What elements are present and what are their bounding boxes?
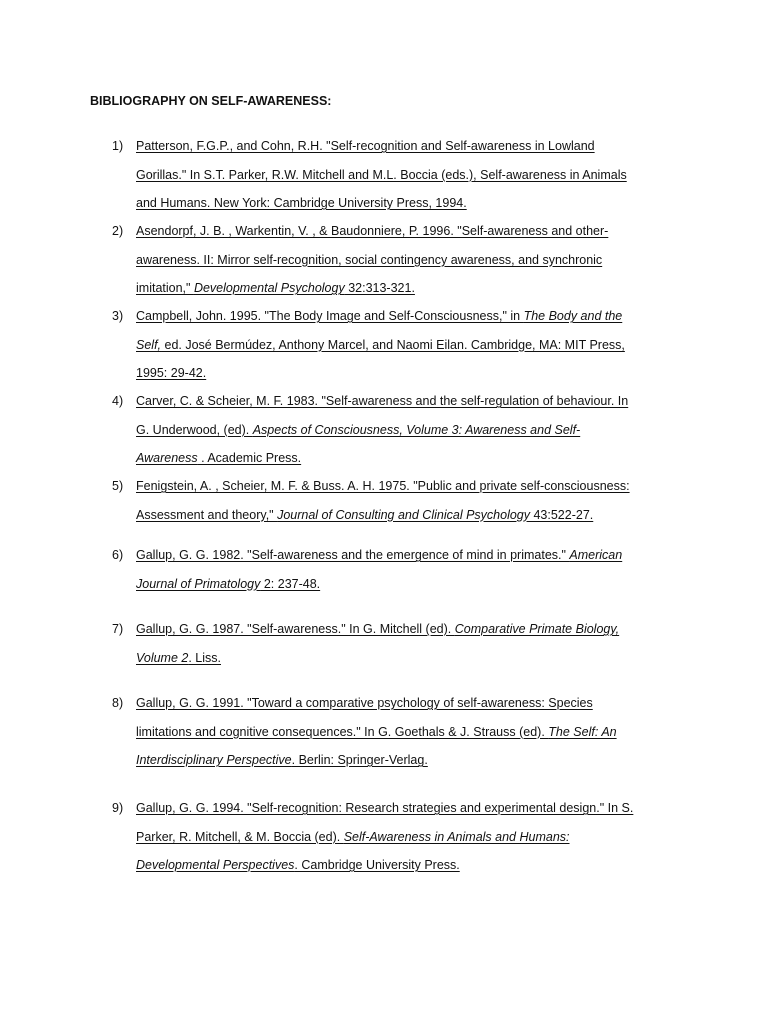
citation-line <box>136 794 680 823</box>
citation-text: Campbell, John. 1995. "The Body Image and Self-Consciousness," in <box>136 309 524 323</box>
citation-title-text: Interdisciplinary Perspective <box>136 753 292 767</box>
citation-line <box>136 387 680 416</box>
entry-number: 1) <box>112 139 124 153</box>
citation-line <box>136 718 680 747</box>
citation-title-text: Self, <box>136 337 162 352</box>
citation-text: G. Underwood, (ed). <box>136 422 253 437</box>
citation-line <box>136 689 680 718</box>
citation-text: 43:522-27. <box>530 507 594 522</box>
citation-title-text: American <box>569 548 623 562</box>
citation-line <box>136 302 680 331</box>
citation-line <box>136 132 680 161</box>
entry-citation <box>136 302 680 388</box>
citation-line <box>136 274 680 303</box>
citation-text: Gallup, G. G. 1994. "Self-recognition: Research strategies and experimental design." In S. <box>136 801 634 815</box>
citation-text: 1995: 29-42. <box>136 366 207 380</box>
citation-title-text: Comparative Primate Biology, <box>454 622 620 636</box>
citation-title-text: The Body and the <box>523 309 623 323</box>
entry-number: 3) <box>112 309 124 323</box>
citation-title-text: Developmental Psychology <box>193 281 345 295</box>
citation-line <box>136 444 680 473</box>
citation-line <box>136 359 680 388</box>
entry-number: 4) <box>112 394 124 408</box>
citation-text: . Cambridge University Press. <box>294 858 460 872</box>
entry-citation <box>136 387 680 473</box>
citation-text: . Berlin: Springer-Verlag. <box>291 753 428 767</box>
citation-text: . Academic Press. <box>197 451 302 465</box>
entry-number: 5) <box>112 479 124 493</box>
citation-line <box>136 823 680 852</box>
entry-number: 2) <box>112 224 124 238</box>
entry-citation <box>136 472 680 529</box>
citation-line <box>136 472 680 501</box>
entry-citation <box>136 615 680 672</box>
citation-line <box>136 501 680 530</box>
citation-text: 32:313-321. <box>344 281 415 295</box>
entry-number: 9) <box>112 801 124 815</box>
citation-title-text: Developmental Perspectives <box>136 858 295 872</box>
entry-citation <box>136 541 680 598</box>
citation-text: Parker, R. Mitchell, & M. Boccia (ed). <box>136 829 344 844</box>
citation-text: Asendorpf, J. B. , Warkentin, V. , & Baudonniere, P. 1996. "Self-awareness and other- <box>136 224 609 238</box>
citation-text: Fenigstein, A. , Scheier, M. F. & Buss. A. H. 1975. "Public and private self-consciousness: <box>136 479 630 493</box>
citation-text: Assessment and theory," <box>136 507 278 522</box>
citation-title-text: Journal of Primatology <box>136 576 261 591</box>
citation-line <box>136 615 680 644</box>
citation-title-text: Self-Awareness in Animals and Humans: <box>343 829 570 844</box>
citation-text: Carver, C. & Scheier, M. F. 1983. "Self-awareness and the self-regulation of behaviour. In <box>136 394 629 408</box>
citation-title-text: Awareness <box>136 451 198 465</box>
bibliography-heading: BIBLIOGRAPHY ON SELF-AWARENESS: <box>90 94 332 108</box>
entry-number: 8) <box>112 696 124 710</box>
entry-citation <box>136 132 680 218</box>
citation-text: awareness. II: Mirror self-recognition, social contingency awareness, and synchronic <box>136 252 603 267</box>
citation-title-text: Aspects of Consciousness, Volume 3: Awareness and Self- <box>252 422 581 437</box>
entry-citation <box>136 794 680 880</box>
citation-text: Patterson, F.G.P., and Cohn, R.H. "Self-recognition and Self-awareness in Lowland <box>136 139 595 153</box>
citation-line <box>136 570 680 599</box>
citation-text: imitation," <box>136 281 194 295</box>
citation-text: Gallup, G. G. 1987. "Self-awareness." In G. Mitchell (ed). <box>136 622 455 636</box>
citation-text: and Humans. New York: Cambridge University Press, 1994. <box>136 196 467 210</box>
citation-line <box>136 246 680 275</box>
citation-text: limitations and cognitive consequences." In G. Goethals & J. Strauss (ed). <box>136 724 549 739</box>
citation-line <box>136 644 680 673</box>
citation-text: Gallup, G. G. 1991. "Toward a comparative psychology of self-awareness: Species <box>136 696 593 710</box>
citation-text: Gallup, G. G. 1982. "Self-awareness and the emergence of mind in primates." <box>136 548 570 562</box>
citation-line <box>136 189 680 218</box>
citation-line <box>136 541 680 570</box>
citation-text: . Liss. <box>188 650 221 665</box>
citation-title-text: The Self: An <box>548 724 617 739</box>
entry-citation <box>136 689 680 775</box>
citation-line <box>136 217 680 246</box>
citation-line <box>136 746 680 775</box>
citation-line <box>136 161 680 190</box>
entry-number: 7) <box>112 622 124 636</box>
entry-number: 6) <box>112 548 124 562</box>
citation-text: ed. José Bermúdez, Anthony Marcel, and Naomi Eilan. Cambridge, MA: MIT Press, <box>161 337 625 352</box>
citation-title-text: Volume 2 <box>136 650 189 665</box>
citation-title-text: Journal of Consulting and Clinical Psychology <box>277 507 530 522</box>
citation-text: 2: 237-48. <box>260 576 321 591</box>
citation-line <box>136 331 680 360</box>
citation-text: Gorillas." In S.T. Parker, R.W. Mitchell and M.L. Boccia (eds.), Self-awareness in Animals <box>136 167 627 182</box>
citation-line <box>136 416 680 445</box>
entry-citation <box>136 217 680 303</box>
citation-line <box>136 851 680 880</box>
